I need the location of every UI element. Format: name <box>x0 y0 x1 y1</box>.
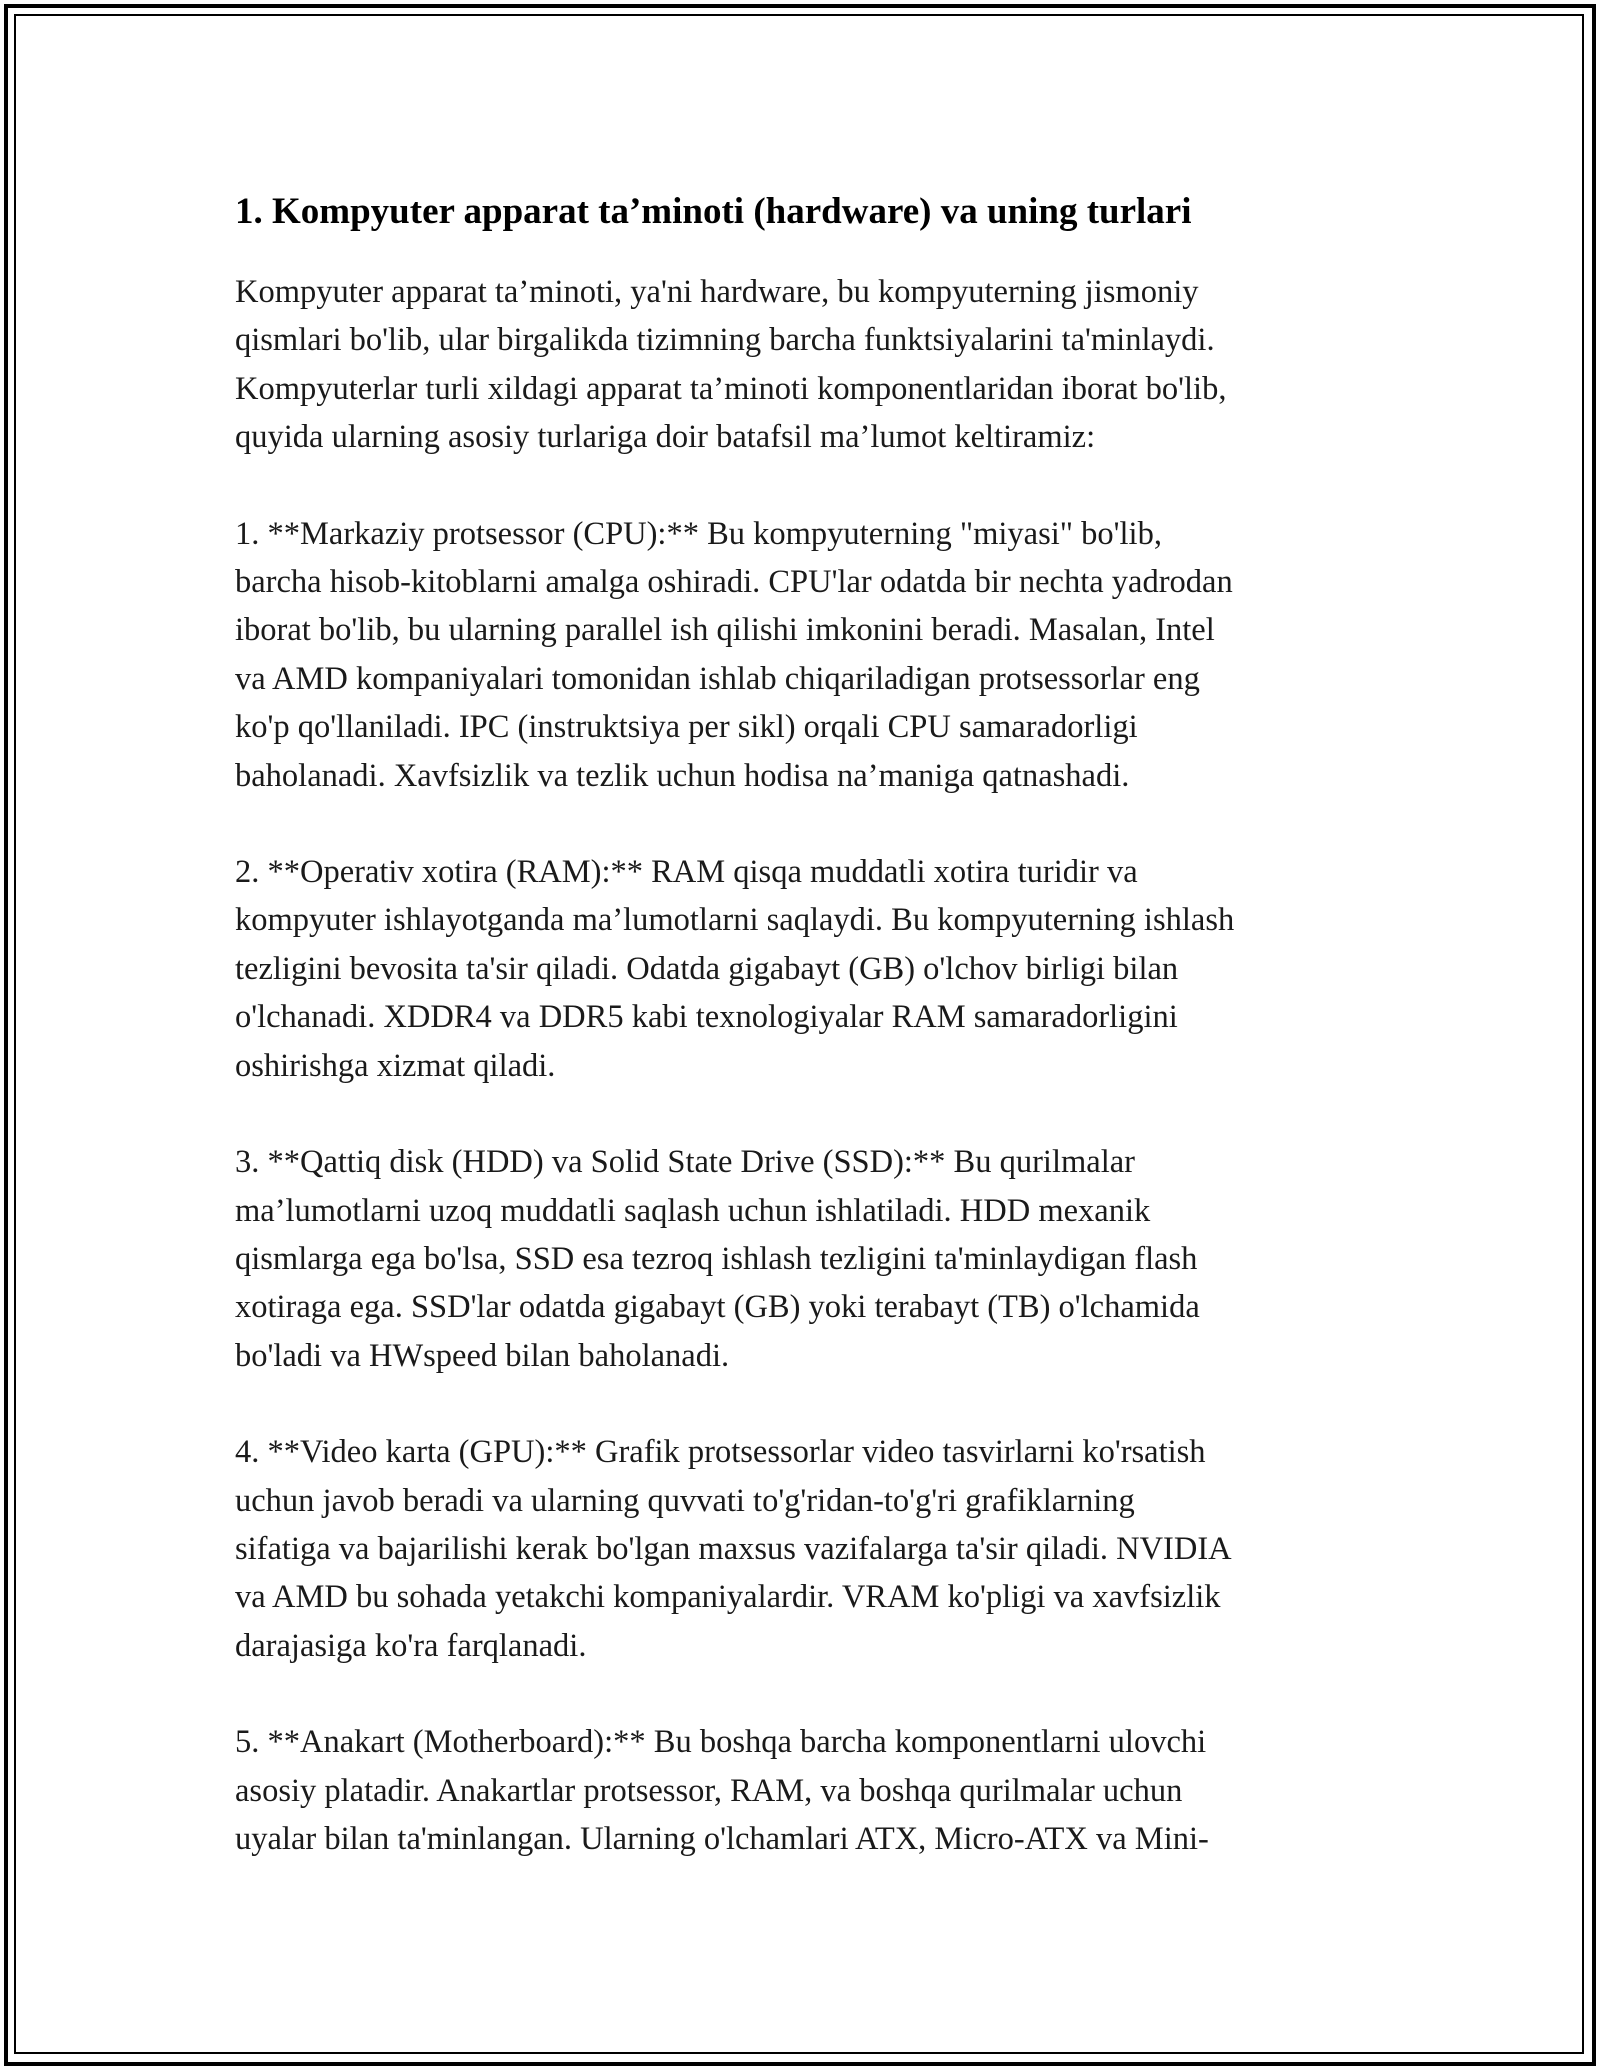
cpu-paragraph: 1. **Markaziy protsessor (CPU):** Bu kompyuterning "miyasi" bo'lib, barcha hisob-kitoblarni amalga oshiradi. CPU'lar odatda bir nechta yadrodan iborat bo'lib, bu ularning parallel ish qilishi imkonini beradi. Masalan, Intel va AMD kompaniyalari tomonidan ishlab chiqariladigan protsessorlar eng ko'p qo'llaniladi. IPC (instruktsiya per sikl) orqali CPU samaradorligi baholanadi. Xavfsizlik va tezlik uchun hodisa na’maniga qatnashadi. <box>235 515 1233 794</box>
gpu-paragraph: 4. **Video karta (GPU):** Grafik protsessorlar video tasvirlarni ko'rsatish uchun javob beradi va ularning quvvati to'g'ridan-to'g'ri grafiklarning sifatiga va bajarilishi kerak bo'lgan maxsus vazifalarga ta'sir qiladi. NVIDIA va AMD bu sohada yetakchi kompaniyalardir. VRAM ko'pligi va xavfsizlik darajasiga ko'ra farqlanadi. <box>235 1434 1232 1664</box>
ram-paragraph: 2. **Operativ xotira (RAM):** RAM qisqa muddatli xotira turidir va kompyuter ishlayotganda ma’lumotlarni saqlaydi. Bu kompyuterning ishlash tezligini bevosita ta'sir qiladi. Odatda gigabayt (GB) o'lchov birligi bilan o'lchanadi. XDDR4 va DDR5 kabi texnologiyalar RAM samaradorligini oshirishga xizmat qiladi. <box>235 854 1235 1084</box>
section-heading: 1. Kompyuter apparat ta’minoti (hardware) va uning turlari <box>235 191 1192 232</box>
motherboard-paragraph: 5. **Anakart (Motherboard):** Bu boshqa barcha komponentlarni ulovchi asosiy platadir. Anakartlar protsessor, RAM, va boshqa qurilmalar uchun uyalar bilan ta'minlangan. Ularning o'lchamlari ATX, Micro-ATX va Mini- <box>235 1724 1209 1857</box>
intro-paragraph: Kompyuter apparat ta’minoti, ya'ni hardware, bu kompyuterning jismoniy qismlari bo'lib, ular birgalikda tizimning barcha funktsiyalarini ta'minlaydi. Kompyuterlar turli xildagi apparat ta’minoti komponentlaridan iborat bo'lib, quyida ularning asosiy turlariga doir batafsil ma’lumot keltiramiz: <box>235 274 1227 456</box>
document-body <box>235 188 1375 1911</box>
storage-paragraph: 3. **Qattiq disk (HDD) va Solid State Drive (SSD):** Bu qurilmalar ma’lumotlarni uzoq muddatli saqlash uchun ishlatiladi. HDD mexanik qismlarga ega bo'lsa, SSD esa tezroq ishlash tezligini ta'minlaydigan flash xotiraga ega. SSD'lar odatda gigabayt (GB) yoki terabayt (TB) o'lchamida bo'ladi va HWspeed bilan baholanadi. <box>235 1144 1200 1374</box>
